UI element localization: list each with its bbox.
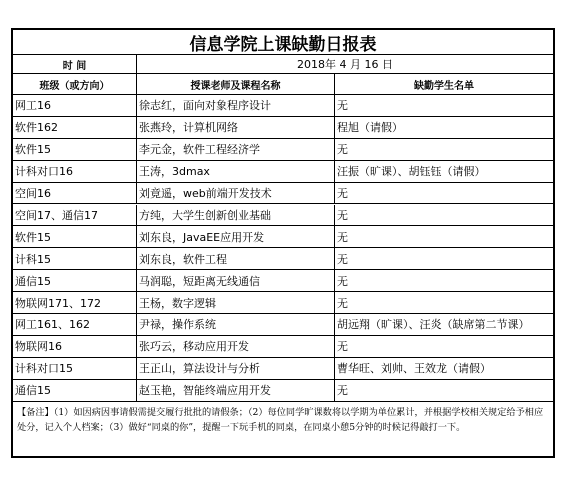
absent-cell: 曹华旺、刘帅、王效龙（请假） [337,362,491,376]
table-row [13,205,553,227]
teacher-course-cell: 王涛，3dmax [137,161,335,182]
absent-cell: 无 [337,340,348,354]
remarks-note: 【备注】（1）如因病因事请假需提交履行批批的请假条；（2）每位同学旷课数将以学期为单位累计，并根据学校相关规定给予相应处分，记入个人档案；（3）做好“同桌的你”，提醒一下玩手机的同桌，在同桌小憩5分钟的时候记得敲打一下。 [17,407,544,433]
absent-cell: 无 [337,384,348,398]
teacher-course-cell: 尹禄，操作系统 [137,314,335,335]
absent-cell: 程旭（请假） [337,121,403,135]
class-cell: 通信15 [13,270,137,291]
class-cell: 物联网171、172 [13,292,137,313]
date-row [13,55,553,74]
table-row [13,95,553,117]
table-row [13,380,553,402]
table-row [13,270,553,292]
class-cell: 空间17、通信17 [13,205,137,226]
teacher-course-cell: 徐志红，面向对象程序设计 [137,95,335,116]
teacher-course-cell: 张燕玲，计算机网络 [137,117,335,138]
absent-cell: 无 [337,143,348,157]
teacher-course-cell: 王正山，算法设计与分析 [137,358,335,379]
class-cell: 软件162 [13,117,137,138]
class-cell: 计科对口16 [13,161,137,182]
table-row [13,336,553,358]
header-absent: 缺勤学生名单 [414,80,474,92]
teacher-course-cell: 刘东良，软件工程 [137,248,335,269]
absent-cell: 无 [337,230,348,244]
report-title: 信息学院上课缺勤日报表 [189,34,377,54]
table-row [13,358,553,380]
time-label: 时 间 [13,55,137,73]
class-cell: 计科15 [13,248,137,269]
class-cell: 网工161、162 [13,314,137,335]
header-teacher-course: 授课老师及课程名称 [137,74,335,94]
teacher-course-cell: 刘东良，JavaEE应用开发 [137,226,335,247]
class-cell: 软件15 [13,226,137,247]
report-date: 2018年 4 月 16 日 [297,58,393,71]
teacher-course-cell: 赵玉艳，智能终端应用开发 [137,380,335,401]
class-cell: 物联网16 [13,336,137,357]
header-row [13,74,553,95]
absent-cell: 汪振（旷课）、胡钰钰（请假） [337,165,486,179]
absent-cell: 无 [337,99,348,113]
teacher-course-cell: 刘竟遥，web前端开发技术 [137,183,335,204]
class-cell: 软件15 [13,139,137,160]
table-row [13,314,553,336]
table-row [13,226,553,248]
teacher-course-cell: 李元金，软件工程经济学 [137,139,335,160]
table-row [13,183,553,205]
absence-report-sheet [11,28,555,458]
class-cell: 空间16 [13,183,137,204]
header-class: 班级（或方向） [13,74,137,94]
title-row [13,30,553,55]
teacher-course-cell: 马润聪，短距离无线通信 [137,270,335,291]
absent-cell: 无 [337,187,348,201]
absent-cell: 无 [337,296,348,310]
table-row [13,161,553,183]
absent-cell: 无 [337,208,348,222]
absent-cell: 无 [337,274,348,288]
absent-cell: 胡远翔（旷课）、汪炎（缺席第二节课） [337,318,530,332]
teacher-course-cell: 张巧云，移动应用开发 [137,336,335,357]
table-row [13,117,553,139]
class-cell: 计科对口15 [13,358,137,379]
table-row [13,248,553,270]
teacher-course-cell: 王杨，数字逻辑 [137,292,335,313]
absent-cell: 无 [337,252,348,266]
table-row [13,292,553,314]
class-cell: 通信15 [13,380,137,401]
teacher-course-cell: 方纯，大学生创新创业基础 [137,205,335,226]
class-cell: 网工16 [13,95,137,116]
table-row [13,139,553,161]
